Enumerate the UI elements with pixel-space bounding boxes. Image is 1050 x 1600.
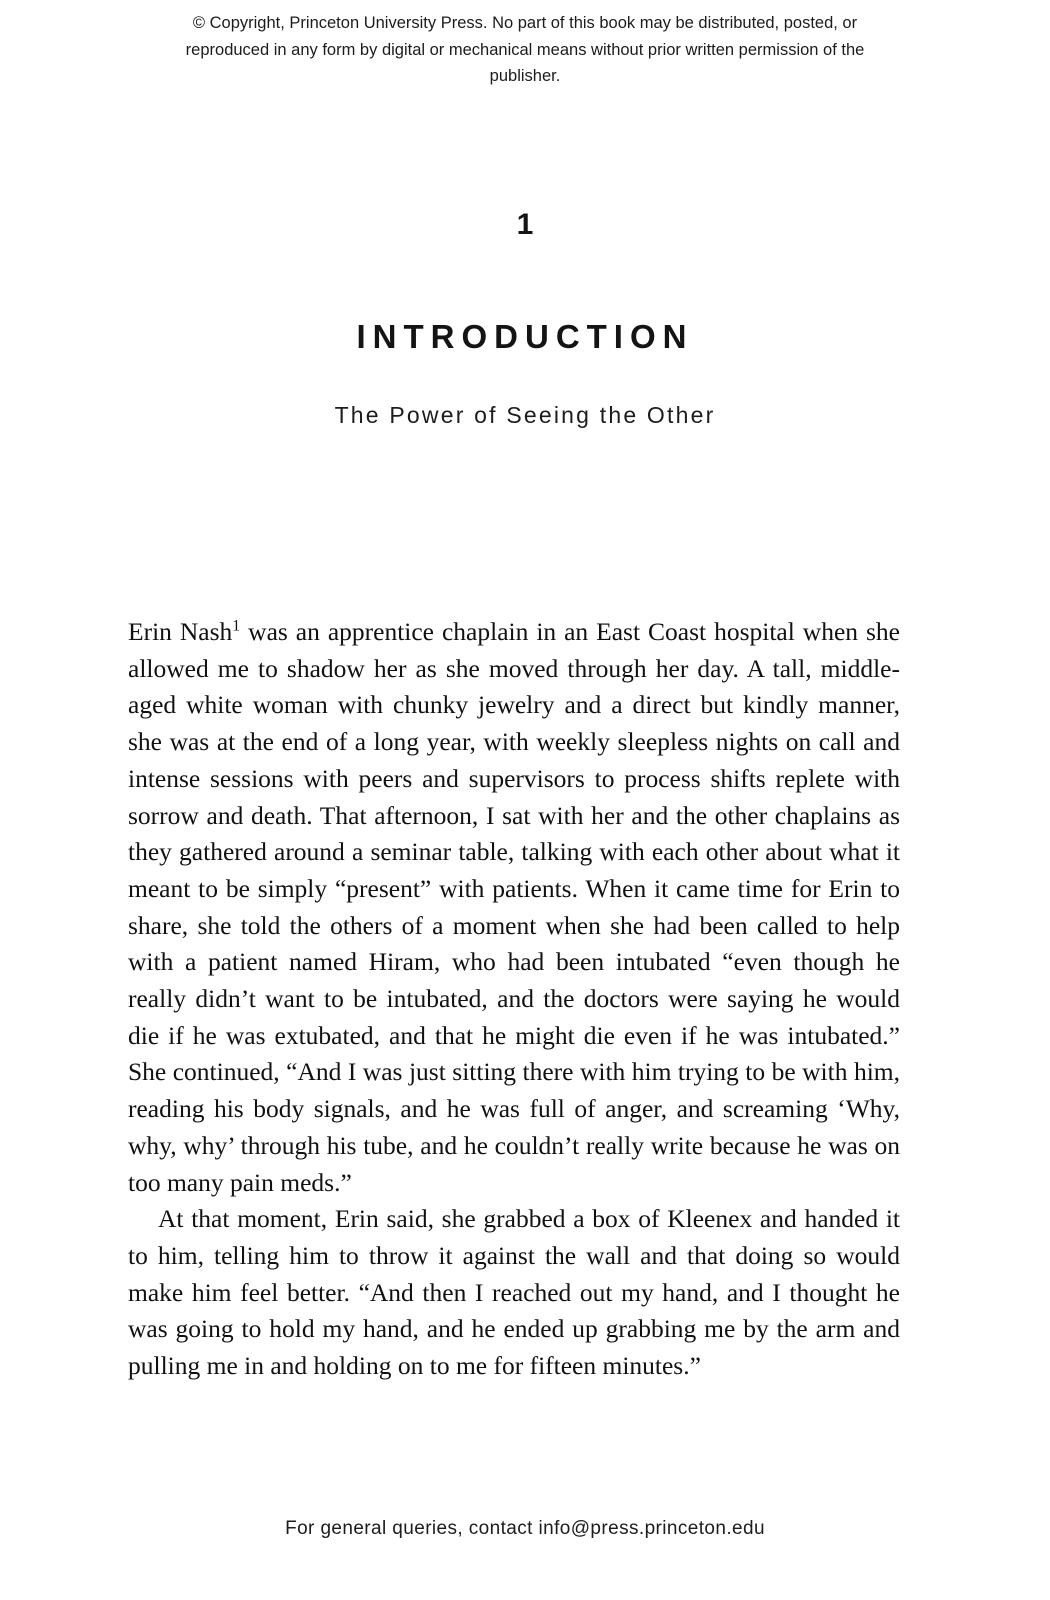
paragraph-1-rest: was an apprentice chaplain in an East Coast hospital when she allowed me to shadow her as she moved through her day. A tall, middle-aged white woman with chunky jewelry and a direct but kindly manner, she was at the end of a long year, with weekly sleepless nights on call and intense sessions with peers and supervisors to process shifts replete with sorrow and death. That afternoon, I sat with her and the other chaplains as they gathered around a seminar table, talking with each other about what it meant to be simply “present” with patients. When it came time for Erin to share, she told the others of a moment when she had been called to help with a patient named Hiram, who had been intubated “even though he really didn’t want to be intubated, and the doctors were saying he would die if he was extubated, and that he might die even if he was intubated.” She continued, “And I was just sitting there with him trying to be with him, reading his body signals, and he was full of anger, and screaming ‘Why, why, why’ through his tube, and he couldn’t really write because he was on too many pain meds.” — [128, 617, 900, 1197]
paragraph-1 — [128, 614, 900, 1201]
footnote-marker: 1 — [232, 617, 241, 635]
chapter-subtitle: The Power of Seeing the Other — [334, 402, 716, 428]
paragraph-2: At that moment, Erin said, she grabbed a box of Kleenex and handed it to him, telling him to throw it against the wall and that doing so would make him feel better. “And then I reached out my hand, and I thought he was going to hold my hand, and he ended up grabbing me by the arm and pulling me in and holding on to me for fifteen minutes.” — [128, 1204, 900, 1381]
footer-notice: For general queries, contact info@press.princeton.edu — [285, 1518, 765, 1539]
copyright-notice: © Copyright, Princeton University Press. No part of this book may be distributed, posted, or reproduced in any form by digital or mechanical means without prior written permission of the publisher. — [185, 14, 865, 86]
chapter-number: 1 — [516, 208, 534, 241]
chapter-title: INTRODUCTION — [356, 318, 694, 355]
body-text — [128, 614, 900, 1385]
paragraph-1-lead: Erin Nash — [128, 617, 233, 646]
